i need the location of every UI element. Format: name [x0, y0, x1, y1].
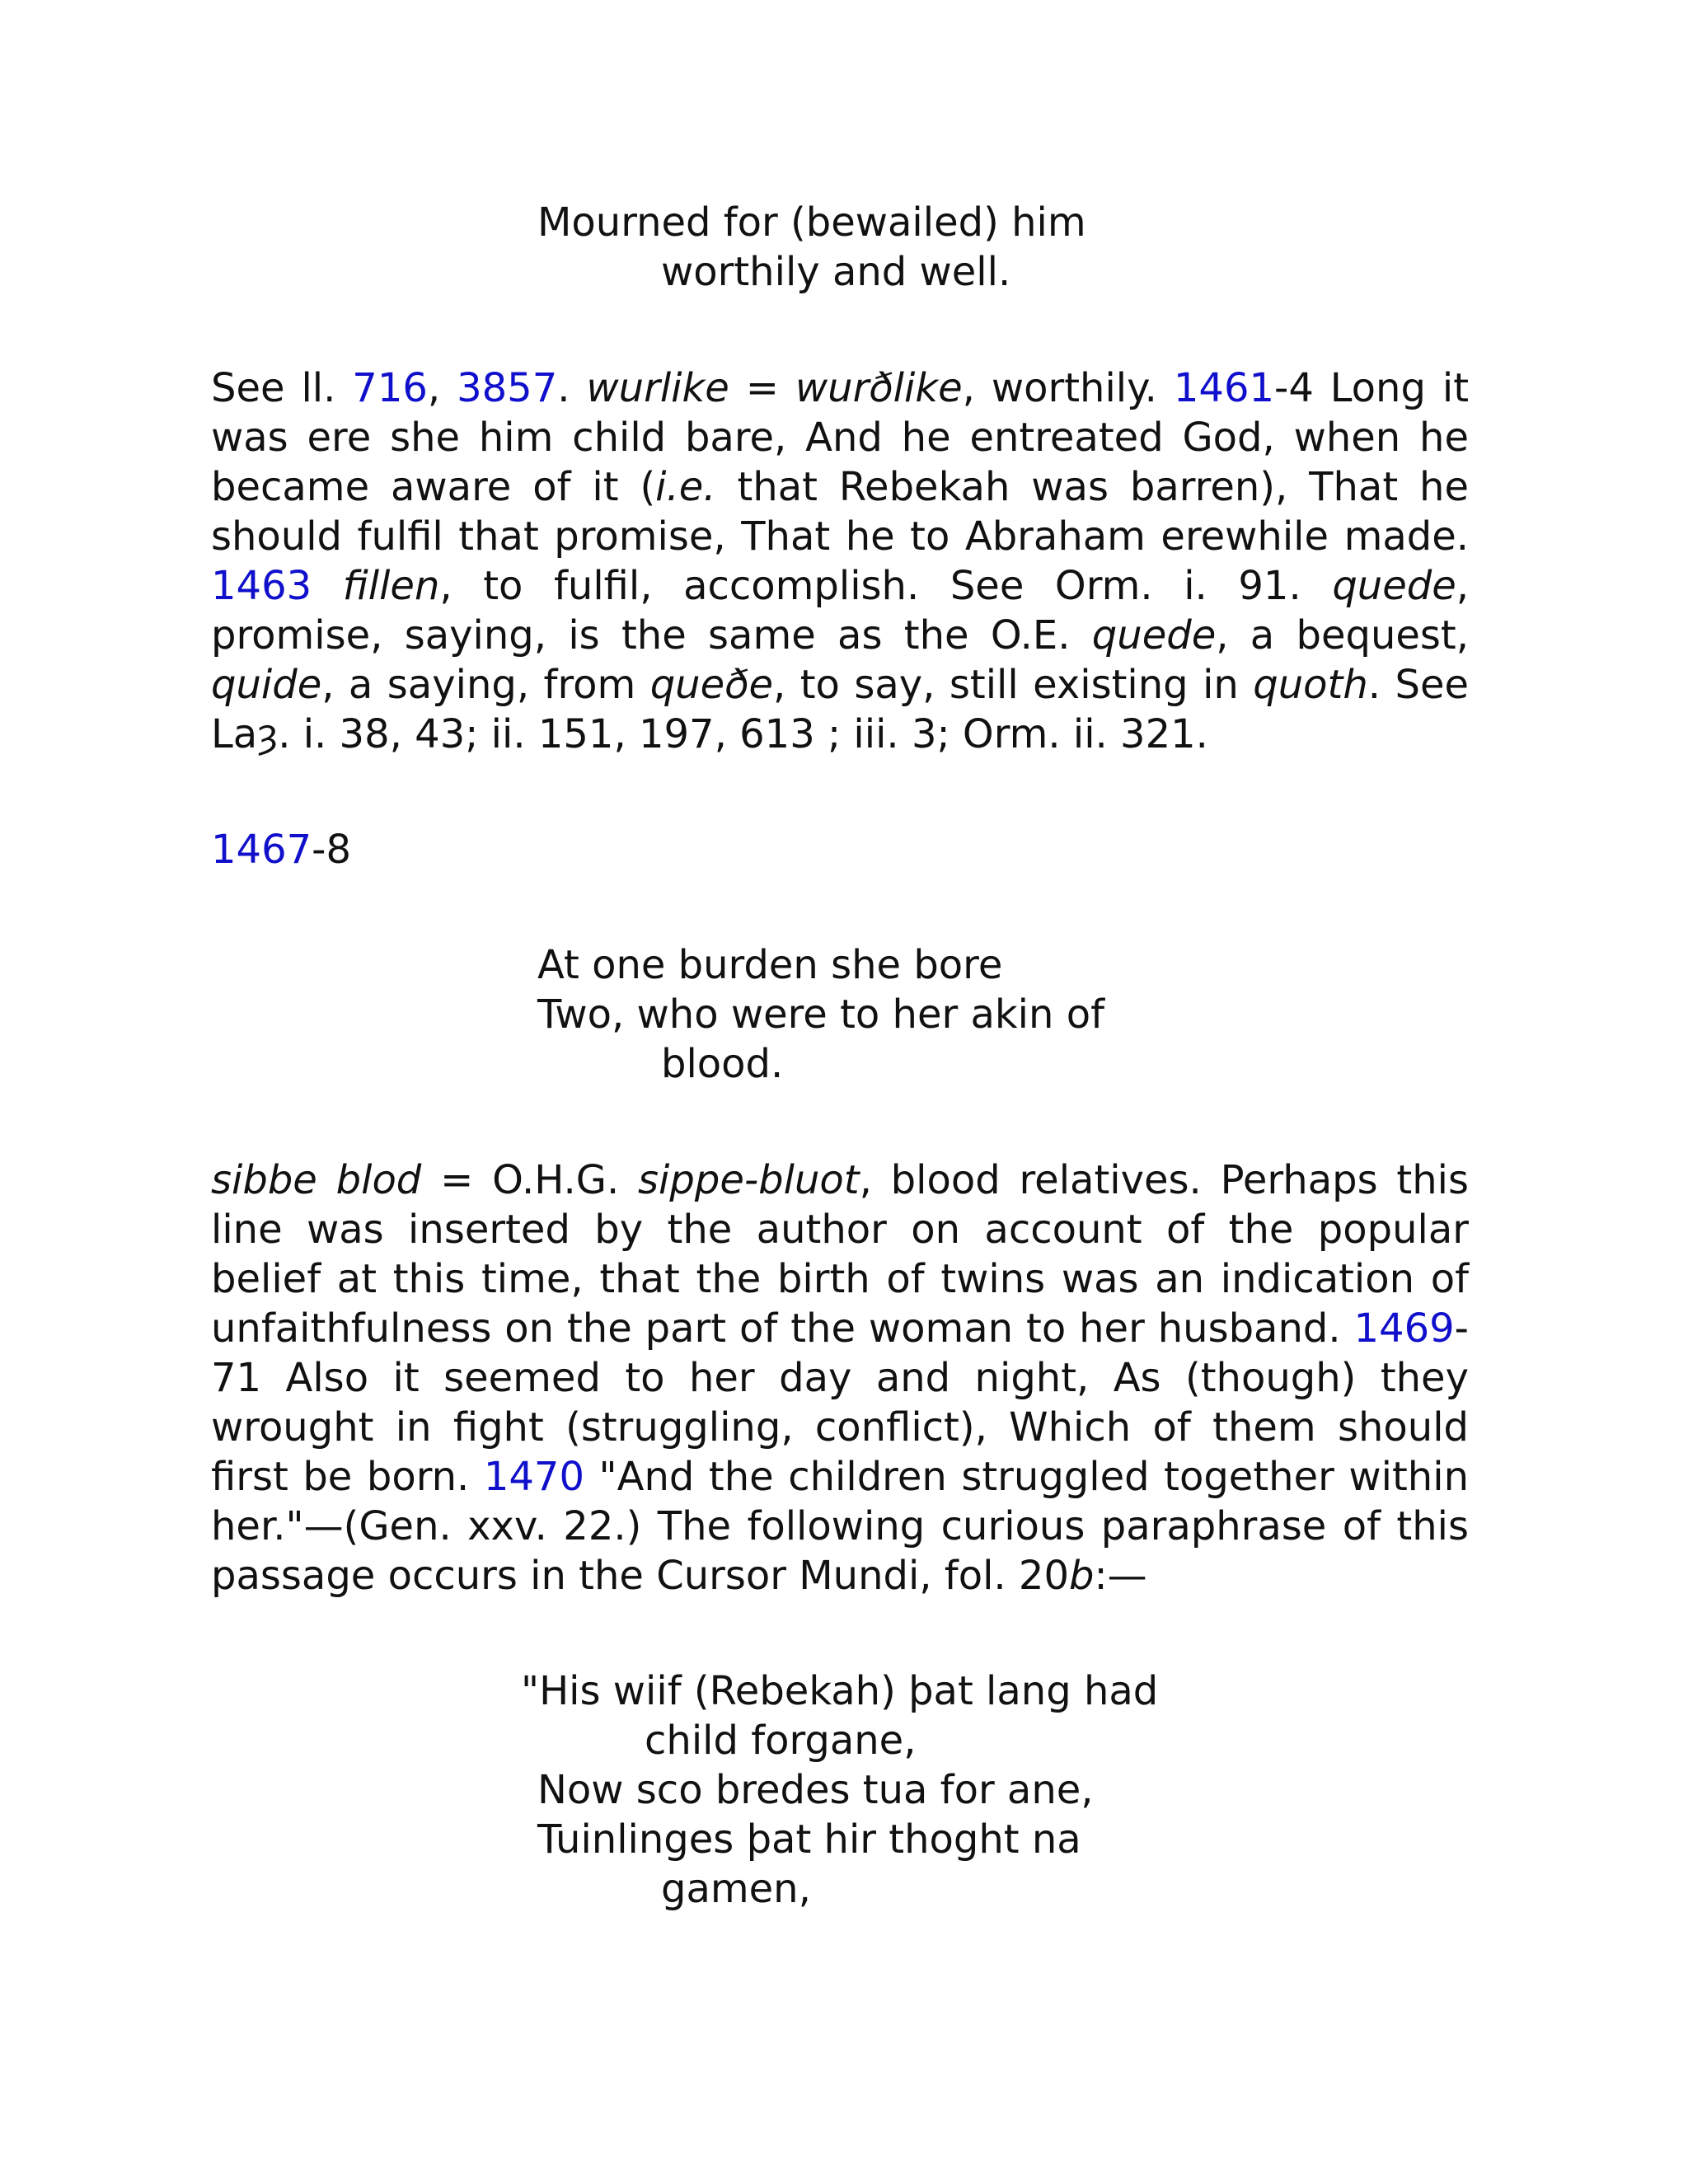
italic-term: quide — [211, 662, 322, 708]
text-run: , to fulfil, accomplish. See Orm. i. 91. — [439, 563, 1333, 609]
verse-block-2 — [537, 940, 1104, 1089]
italic-term: fillen — [342, 563, 440, 609]
line-ref-link[interactable]: 1461 — [1173, 365, 1275, 411]
line-ref-link[interactable]: 1470 — [483, 1454, 584, 1500]
line-ref-link[interactable]: 1463 — [211, 563, 312, 609]
verse-line: blood. — [661, 1041, 784, 1087]
text-run: , a bequest, — [1216, 612, 1469, 658]
verse-line: child forgane, — [645, 1718, 917, 1764]
verse-block-1 — [537, 198, 1086, 297]
verse-line: gamen, — [661, 1866, 811, 1912]
text-run: that Rebekah was barren), That he should fulfil that promise, That he to Abraham erewhile made. — [211, 464, 1469, 560]
text-run — [312, 563, 343, 609]
note-heading — [211, 825, 1469, 874]
italic-term: sibbe blod — [211, 1157, 422, 1203]
verse-line: Tuinlinges þat hir thoght na — [537, 1816, 1081, 1863]
verse-line: Mourned for (bewailed) him — [537, 199, 1086, 246]
text-run: , — [427, 365, 457, 411]
italic-term: quede — [1091, 612, 1217, 658]
italic-term: queðe — [649, 662, 774, 708]
text-run: , worthily. — [962, 365, 1174, 411]
verse-line: "His wiif (Rebekah) þat lang had — [521, 1668, 1159, 1714]
text-run: -4 Long it was ere she him child bare, And he entreated God, when he became aware of it ( — [211, 365, 1470, 510]
text-run: , promise, saying, is the same as the O.E. — [211, 563, 1469, 658]
verse-line: Now sco bredes tua for ane, — [537, 1767, 1094, 1813]
text-run: . See Laȝ. i. 38, 43; ii. 151, 197, 613 ; iii. 3; Orm. ii. 321. — [211, 662, 1470, 757]
text-run: -8 — [312, 827, 352, 873]
italic-term: i.e. — [655, 464, 716, 510]
italic-term: wurðlike — [795, 365, 963, 411]
text-run: = — [729, 365, 795, 411]
text-run: , blood relatives. Perhaps this line was inserted by the author on account of the popular belief at this time, that the birth of twins was an indication of unfaithfulness on the part of the woman to her husband. — [211, 1157, 1470, 1352]
line-ref-link[interactable]: 1469 — [1353, 1305, 1455, 1352]
text-run: "And the children struggled together within her."—(Gen. xxv. 22.) The following curious paraphrase of this passage occurs in the Cursor Mundi, fol. 20 — [211, 1454, 1469, 1599]
verse-line: worthily and well. — [661, 249, 1011, 295]
line-ref-link[interactable]: 1467 — [211, 827, 312, 873]
line-ref-link[interactable]: 716 — [352, 365, 428, 411]
text-run: , to say, still existing in — [773, 662, 1254, 708]
verse-line: At one burden she bore — [537, 942, 1003, 988]
text-run: -71 Also it seemed to her day and night, As (though) they wrought in fight (struggling, conflict), Which of them should first be born. — [211, 1305, 1469, 1500]
italic-term: quoth — [1253, 662, 1368, 708]
note-paragraph-1 — [211, 363, 1469, 759]
line-ref-link[interactable]: 3857 — [457, 365, 558, 411]
verse-line: Two, who were to her akin of — [537, 991, 1104, 1038]
text-run: . — [557, 365, 587, 411]
text-run: See ll. — [211, 365, 353, 411]
italic-term: b — [1069, 1553, 1095, 1599]
italic-term: sippe-bluot — [638, 1157, 860, 1203]
text-run: = O.H.G. — [421, 1157, 639, 1203]
text-run: :— — [1094, 1553, 1147, 1599]
verse-block-3 — [521, 1666, 1158, 1914]
text-run: , a saying, from — [321, 662, 650, 708]
italic-term: wurlike — [586, 365, 729, 411]
italic-term: quede — [1332, 563, 1456, 609]
note-paragraph-2 — [211, 1155, 1469, 1601]
